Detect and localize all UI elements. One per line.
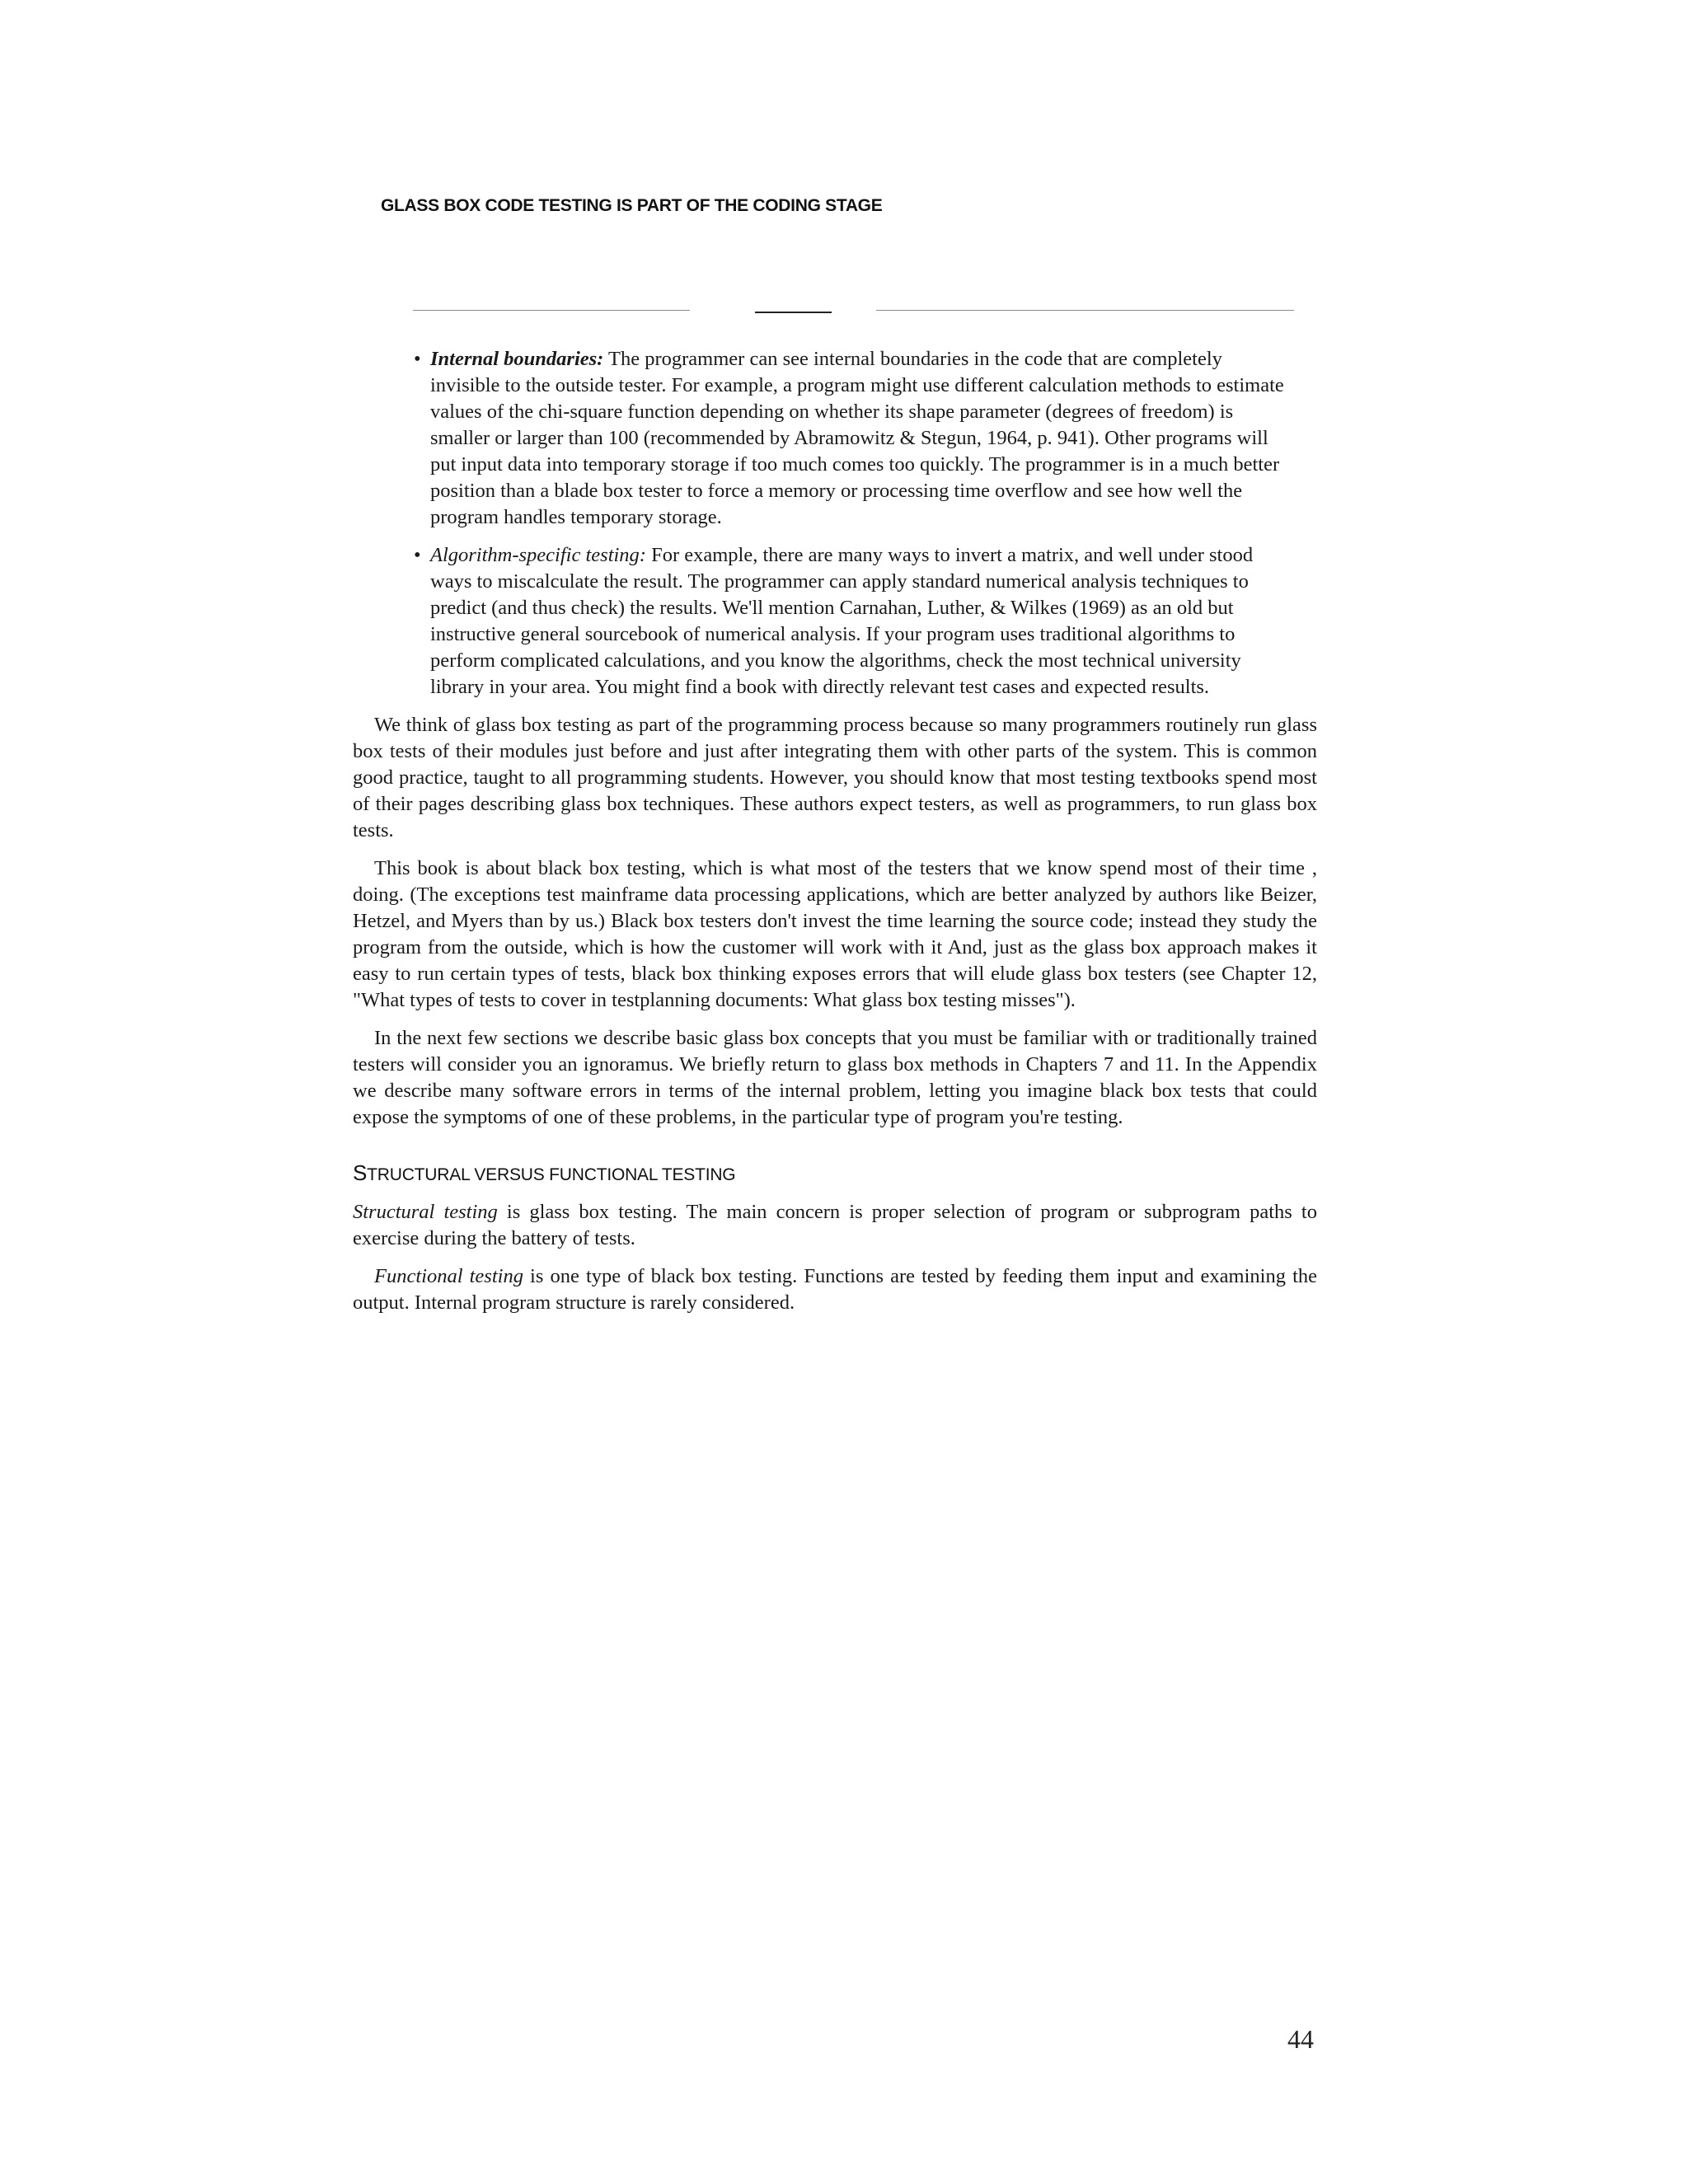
- section-heading-structural-functional: [353, 1160, 1317, 1188]
- bullet-text: For example, there are many ways to invert a matrix, and well under stood ways to miscalculate the result. The programmer can apply standard numerical analysis techniques to predict (and thus check) the results. We'll mention Carnahan, Luther, & Wilkes (1969) as an old but instructive general sourcebook of numerical analysis. If your program uses traditional algorithms to perform complicated calculations, and you know the algorithms, check the most technical university library in your area. You might find a book with directly relevant test cases and expected results.: [430, 544, 1254, 698]
- term-functional-testing: Functional testing: [374, 1265, 523, 1287]
- paragraph-black-box-book: This book is about black box testing, which is what most of the testers that we know spend most of their time , doing. (The exceptions test mainframe data processing applications, which are better analyzed by authors like Beizer, Hetzel, and Myers than by us.) Black box testers don't invest the time learning the source code; instead they study the program from the outside, which is how the customer will work with it And, just as the glass box approach makes it easy to run certain types of tests, black box thinking exposes errors that will elude glass box testers (see Chapter 12, "What types of tests to cover in testplanning documents: What glass box testing misses").: [353, 857, 1317, 1011]
- functional-definition: is one type of black box testing. Functions are tested by feeding them input and examining the output. Internal program structure is rarely considered.: [353, 1265, 1318, 1314]
- running-head-title: GLASS BOX CODE TESTING IS PART OF THE CODING STAGE: [381, 196, 883, 215]
- header-rule-center: [755, 312, 832, 313]
- bullet-marker: •: [414, 544, 421, 566]
- page-number: 44: [1287, 2024, 1314, 2054]
- bullet-lead-term: Algorithm-specific testing:: [430, 544, 646, 566]
- page-body: [353, 346, 1317, 1316]
- paragraph-glass-box-programming: We think of glass box testing as part of the programming process because so many programmers routinely run glass box tests of their modules just before and just after integrating them with other parts of the system. This is common good practice, taught to all programming students. However, you should know that most testing textbooks spend most of their pages describing glass box techniques. These authors expect testers, as well as programmers, to run glass box tests.: [353, 714, 1317, 841]
- header-rule-left: [413, 310, 690, 311]
- header-rule-right: [876, 310, 1294, 311]
- structural-definition: is glass box testing. The main concern is proper selection of program or subprogram paths to exercise during the battery of tests.: [353, 1201, 1317, 1249]
- bullet-lead-term: Internal boundaries:: [430, 348, 604, 370]
- bullet-internal-boundaries: [353, 346, 1287, 531]
- bullet-algorithm-specific-testing: [353, 542, 1287, 701]
- term-structural-testing: Structural testing: [353, 1201, 498, 1223]
- paragraph-next-sections: In the next few sections we describe basic glass box concepts that you must be familiar with or traditionally trained testers will consider you an ignoramus. We briefly return to glass box methods in Chapters 7 and 11. In the Appendix we describe many software errors in terms of the internal problem, letting you imagine black box tests that could expose the symptoms of one of these problems, in the particular type of program you're testing.: [353, 1027, 1317, 1128]
- section-heading-initial: S: [353, 1160, 368, 1185]
- paragraph-functional-testing: [353, 1263, 1317, 1316]
- paragraph-structural-testing: [353, 1199, 1317, 1252]
- bullet-text: The programmer can see internal boundaries in the code that are completely invisible to the outside tester. For example, a program might use different calculation methods to estimate values of the chi-square function depending on whether its shape parameter (degrees of freedom) is smaller or larger than 100 (recommended by Abramowitz & Stegun, 1964, p. 941). Other programs will put input data into temporary storage if too much comes too quickly. The programmer is in a much better position than a blade box tester to force a memory or processing time overflow and see how well the program handles temporary storage.: [430, 348, 1284, 528]
- bullet-marker: •: [414, 348, 421, 370]
- section-heading-rest: TRUCTURAL VERSUS FUNCTIONAL TESTING: [367, 1165, 736, 1184]
